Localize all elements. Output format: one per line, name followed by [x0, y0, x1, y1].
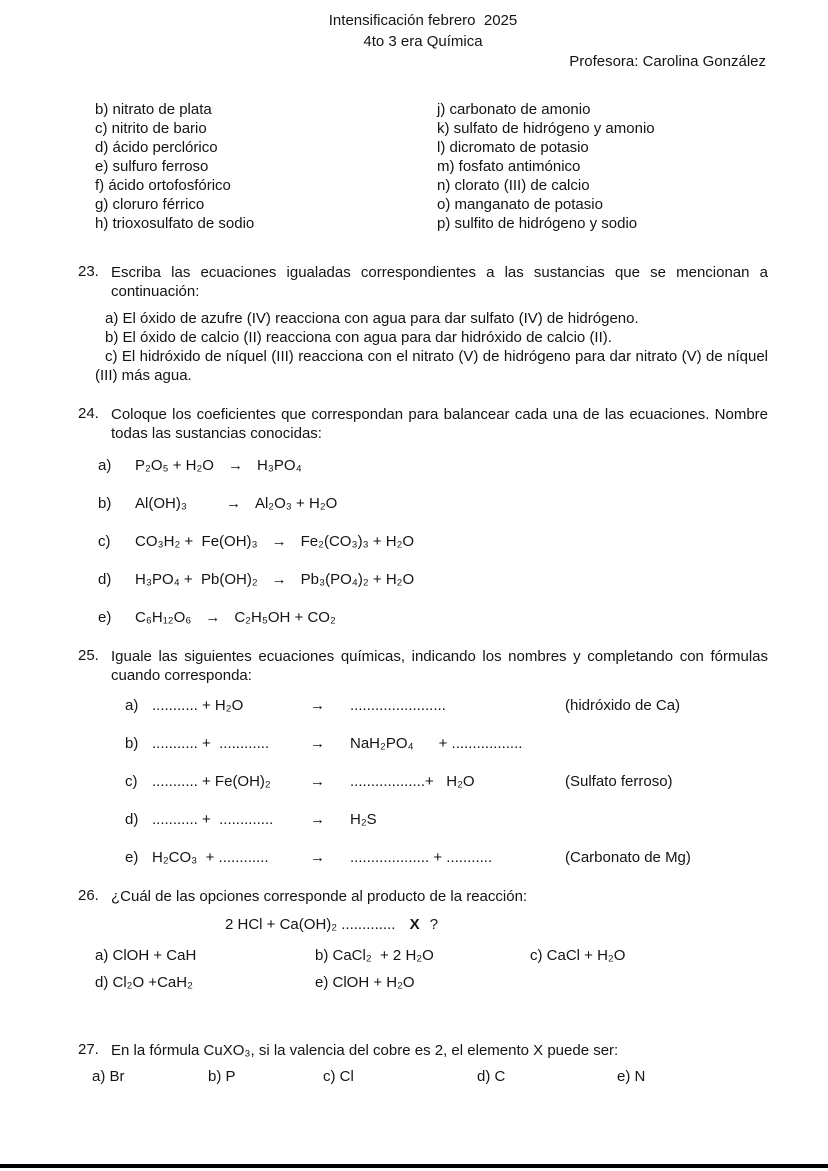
equation-row [98, 609, 768, 626]
question-24 [78, 405, 768, 626]
question-26-head [78, 887, 768, 906]
question-26 [78, 887, 768, 991]
fill-in-lhs: H₂CO₃ + ............ [152, 849, 269, 866]
fill-in-row [125, 849, 768, 866]
equation-rhs: Fe₂(CO₃)₃ + H₂O [300, 533, 415, 550]
equation-row [98, 495, 768, 512]
list-item: j) carbonato de amonio [437, 101, 591, 118]
substance-hint: (Sulfato ferroso) [565, 773, 673, 790]
option: b) P [208, 1068, 236, 1085]
arrow-icon: → [310, 849, 325, 866]
fill-in-rhs: ................... + ........... [350, 849, 493, 866]
fill-in-rhs: NaH₂PO₄ + ................. [350, 735, 523, 752]
question-number: 27. [78, 1041, 99, 1058]
document-header [78, 10, 768, 52]
equation-lhs: H₃PO₄ + Pb(OH)₂ [135, 571, 258, 588]
substance-list [78, 100, 768, 233]
arrow-icon: → [227, 457, 243, 474]
list-item: o) manganato de potasio [437, 196, 603, 213]
list-item: d) ácido perclórico [95, 139, 218, 156]
option: d) Cl₂O +CaH₂ [95, 974, 193, 991]
fill-in-row [125, 773, 768, 790]
arrow-icon: → [271, 571, 287, 588]
equation-label: d) [98, 571, 112, 588]
option: c) CaCl + H₂O [530, 947, 626, 964]
fill-in-row [125, 811, 768, 828]
option: b) CaCl₂ + 2 H₂O [315, 947, 434, 964]
question-26-options-row1 [78, 947, 768, 964]
question-prompt: ¿Cuál de las opciones corresponde al producto de la reacción: [111, 888, 528, 905]
question-prompt: Escriba las ecuaciones igualadas correspondientes a las sustancias que se mencionan a continuación: [111, 264, 768, 300]
arrow-icon: → [271, 533, 287, 550]
question-25 [78, 647, 768, 866]
list-item: m) fosfato antimónico [437, 158, 581, 175]
substance-list-right [437, 100, 768, 233]
question-prompt: Iguale las siguientes ecuaciones químicas, indicando los nombres y completando con fórmulas cuando corresponda: [111, 648, 768, 684]
question-item: c) El hidróxido de níquel (III) reacciona con el nitrato (V) de hidrógeno para dar nitrato (V) de níquel (III) más agua. [95, 348, 768, 384]
arrow-icon: → [310, 735, 325, 752]
question-number: 23. [78, 263, 99, 280]
question-number: 25. [78, 647, 99, 664]
equation-label: e) [125, 849, 139, 866]
equation-lhs: 2 HCl + Ca(OH)₂ ............. [225, 916, 396, 933]
option: e) ClOH + H₂O [315, 974, 415, 991]
question-24-head [78, 405, 768, 443]
question-26-equation [78, 916, 768, 933]
equation-label: c) [98, 533, 111, 550]
option: a) Br [92, 1068, 125, 1085]
equation-lhs: P₂O₅ + H₂O [135, 457, 214, 474]
option: d) C [477, 1068, 506, 1085]
fill-in-rhs: ..................+ H₂O [350, 773, 475, 790]
equation-label: b) [125, 735, 139, 752]
equation-lhs: Al(OH)₃ [135, 495, 212, 512]
fill-in-rhs: ....................... [350, 697, 446, 714]
option: e) N [617, 1068, 646, 1085]
list-item: g) cloruro férrico [95, 196, 205, 213]
question-25-head [78, 647, 768, 685]
question-item: a) El óxido de azufre (IV) reacciona con agua para dar sulfato (IV) de hidrógeno. [105, 310, 639, 327]
arrow-icon: → [310, 773, 325, 790]
fill-in-lhs: ........... + ............. [152, 811, 274, 828]
equation-rhs: H₃PO₄ [256, 457, 302, 474]
list-item: p) sulfito de hidrógeno y sodio [437, 215, 638, 232]
equation-rhs: C₂H₅OH + CO₂ [234, 609, 336, 626]
list-item: f) ácido ortofosfórico [95, 177, 231, 194]
equation-label: e) [98, 609, 112, 626]
arrow-icon: → [225, 495, 241, 512]
professor-name: Profesora: Carolina González [569, 53, 766, 70]
substance-hint: (hidróxido de Ca) [565, 697, 681, 714]
question-mark: ? [429, 916, 439, 933]
question-27 [78, 1041, 768, 1085]
list-item: c) nitrito de bario [95, 120, 207, 137]
unknown-product: X [409, 916, 420, 933]
equation-label: c) [125, 773, 138, 790]
question-23 [78, 263, 768, 385]
equation-lhs: C₆H₁₂O₆ [135, 609, 192, 626]
question-23-items [95, 309, 768, 385]
list-item: h) trioxosulfato de sodio [95, 215, 255, 232]
arrow-icon: → [205, 609, 221, 626]
document-title: Intensificación febrero 2025 [328, 12, 518, 29]
page-bottom-rule [0, 1164, 828, 1168]
fill-in-rhs: H₂S [350, 811, 377, 828]
equation-row [98, 571, 768, 588]
fill-in-row [125, 735, 768, 752]
fill-in-lhs: ........... + Fe(OH)₂ [152, 773, 271, 790]
list-item: b) nitrato de plata [95, 101, 212, 118]
question-prompt: En la fórmula CuXO₃, si la valencia del cobre es 2, el elemento X puede ser: [111, 1042, 619, 1059]
question-number: 24. [78, 405, 99, 422]
question-25-rows [78, 697, 768, 866]
question-prompt: Coloque los coeficientes que correspondan para balancear cada una de las ecuaciones. Nombre todas las sustancias conocidas: [111, 406, 768, 442]
equation-rhs: Pb₃(PO₄)₂ + H₂O [300, 571, 415, 588]
equation-label: a) [98, 457, 112, 474]
option: a) ClOH + CaH [95, 947, 197, 964]
substance-hint: (Carbonato de Mg) [565, 849, 691, 866]
list-item: e) sulfuro ferroso [95, 158, 209, 175]
question-number: 26. [78, 887, 99, 904]
equation-row [98, 457, 768, 474]
question-27-head [78, 1041, 768, 1060]
equation-lhs: CO₃H₂ + Fe(OH)₃ [135, 533, 258, 550]
question-24-equations [78, 457, 768, 626]
list-item: n) clorato (III) de calcio [437, 177, 590, 194]
equation-row [98, 533, 768, 550]
question-27-options [78, 1068, 768, 1085]
list-item: l) dicromato de potasio [437, 139, 589, 156]
arrow-icon: → [310, 697, 325, 714]
fill-in-row [125, 697, 768, 714]
question-23-head [78, 263, 768, 301]
option: c) Cl [323, 1068, 354, 1085]
fill-in-lhs: ........... + ............ [152, 735, 270, 752]
equation-label: d) [125, 811, 139, 828]
equation-label: b) [98, 495, 112, 512]
substance-list-left [95, 100, 437, 233]
fill-in-lhs: ........... + H₂O [152, 697, 244, 714]
question-item: b) El óxido de calcio (II) reacciona con agua para dar hidróxido de calcio (II). [105, 329, 612, 346]
arrow-icon: → [310, 811, 325, 828]
equation-rhs: Al₂O₃ + H₂O [254, 495, 338, 512]
list-item: k) sulfato de hidrógeno y amonio [437, 120, 655, 137]
document-subtitle: 4to 3 era Química [363, 33, 483, 50]
question-26-options-row2 [78, 974, 768, 991]
equation-label: a) [125, 697, 139, 714]
